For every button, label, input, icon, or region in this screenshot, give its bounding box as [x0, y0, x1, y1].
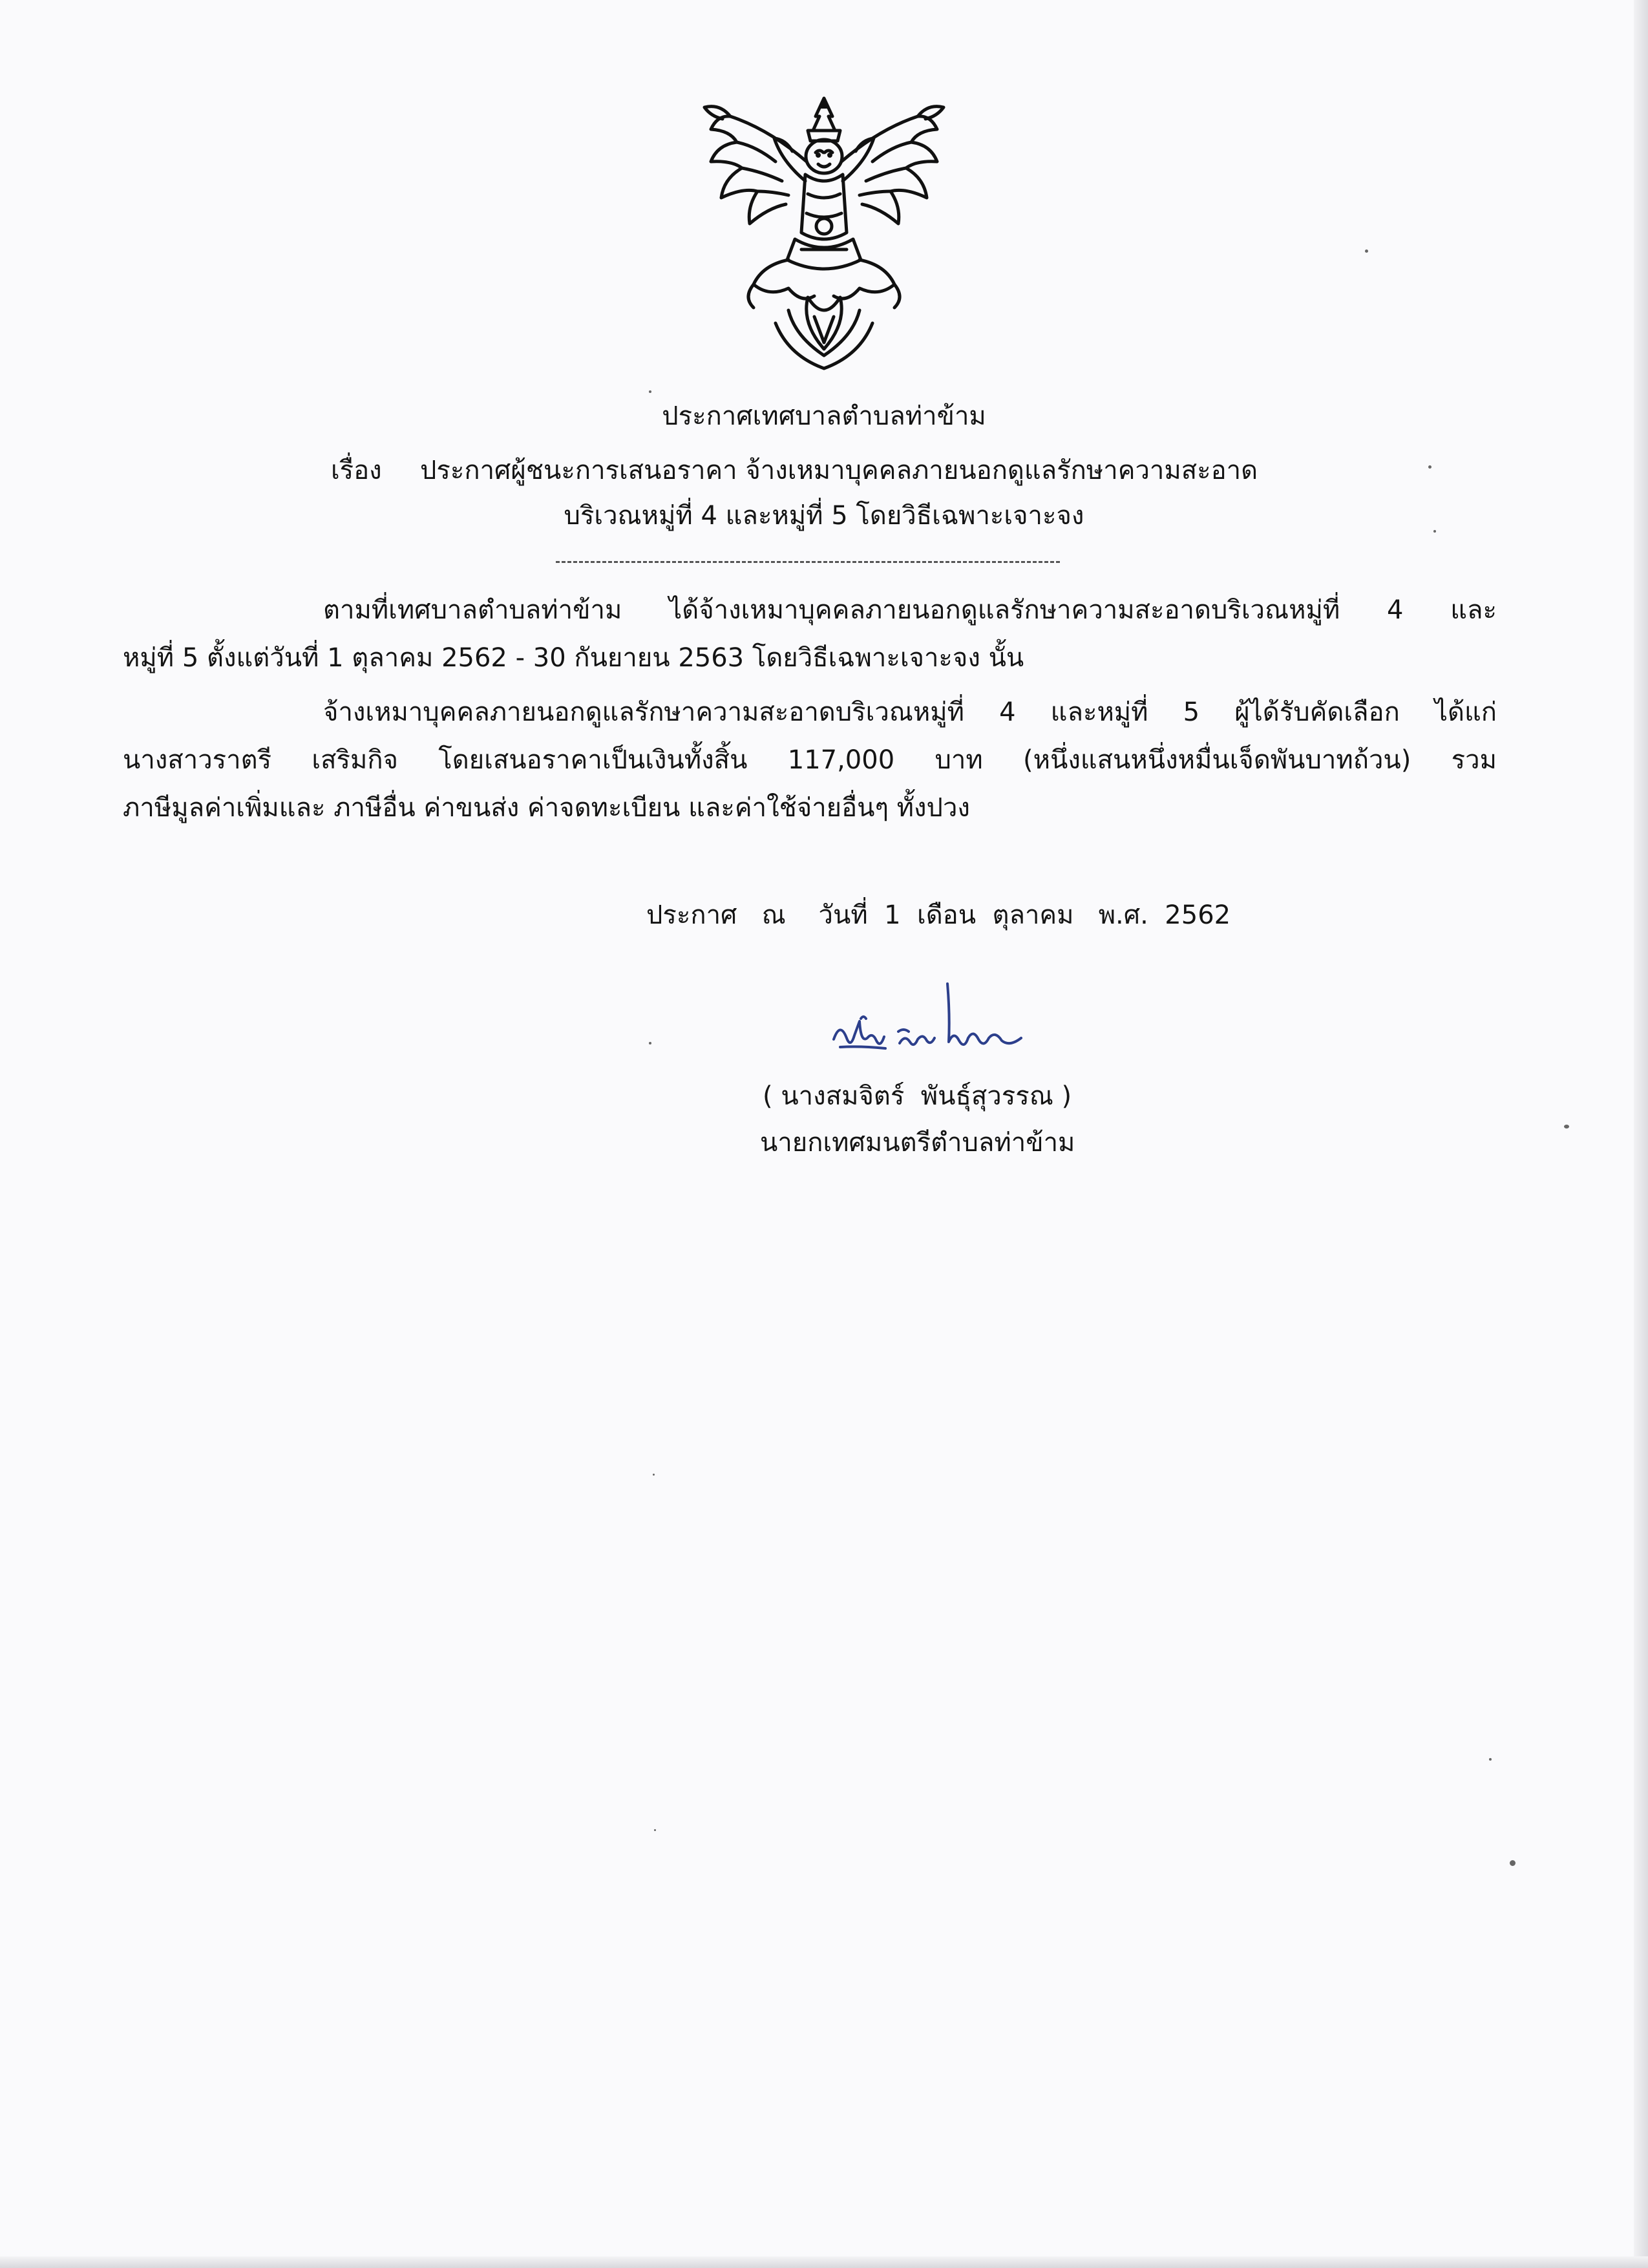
para1-line2: หมู่ที่ 5 ตั้งแต่วันที่ 1 ตุลาคม 2562 - 30 กันยายน 2563 โดยวิธีเฉพาะเจาะจง นั้น [123, 643, 1024, 673]
scan-speck [653, 1474, 655, 1476]
scan-speck [1433, 530, 1436, 533]
garuda-emblem-icon [692, 90, 956, 375]
para2-line3: ภาษีมูลค่าเพิ่มและ ภาษีอื่น ค่าขนส่ง ค่าจดทะเบียน และค่าใช้จ่ายอื่นๆ ทั้งปวง [123, 793, 970, 823]
subject-line-1: ประกาศผู้ชนะการเสนอราคา จ้างเหมาบุคคลภายนอกดูแลรักษาความสะอาด [420, 456, 1258, 485]
scan-speck [1365, 249, 1368, 253]
org-title: ประกาศเทศบาลตำบลท่าข้าม [662, 401, 986, 431]
scan-bottom-shadow [0, 2256, 1648, 2268]
scan-speck [654, 1829, 656, 1831]
para1-line1: ตามที่เทศบาลตำบลท่าข้าม ได้จ้างเหมาบุคคลภายนอกดูแลรักษาความสะอาดบริเวณหมู่ที่ 4 และ [323, 595, 1497, 625]
scan-speck [649, 390, 651, 393]
announce-date: ประกาศ ณ วันที่ 1 เดือน ตุลาคม พ.ศ. 2562 [646, 900, 1231, 930]
scan-speck [1489, 1758, 1492, 1761]
signer-title: นายกเทศมนตรีตำบลท่าข้าม [760, 1128, 1075, 1158]
scan-speck [1510, 1860, 1516, 1866]
para2-line1: จ้างเหมาบุคคลภายนอกดูแลรักษาความสะอาดบริเวณหมู่ที่ 4 และหมู่ที่ 5 ผู้ได้รับคัดเลือก ได้แก่ [323, 697, 1497, 727]
handwritten-signature [821, 976, 1053, 1073]
header-divider [556, 561, 1060, 563]
scan-speck [1564, 1125, 1569, 1129]
scan-edge-shadow [1634, 0, 1648, 2268]
subject-label: เรื่อง [331, 456, 382, 485]
scan-speck [649, 1042, 651, 1044]
subject-line-2: บริเวณหมู่ที่ 4 และหมู่ที่ 5 โดยวิธีเฉพาะเจาะจง [564, 501, 1084, 531]
signer-name: ( นางสมจิตร์ พันธุ์สุวรรณ ) [763, 1081, 1072, 1111]
scan-speck [1428, 465, 1431, 469]
para2-line2: นางสาวราตรี เสริมกิจ โดยเสนอราคาเป็นเงินทั้งสิ้น 117,000 บาท (หนึ่งแสนหนึ่งหมื่นเจ็ดพันบาทถ้วน) รวม [123, 745, 1497, 775]
